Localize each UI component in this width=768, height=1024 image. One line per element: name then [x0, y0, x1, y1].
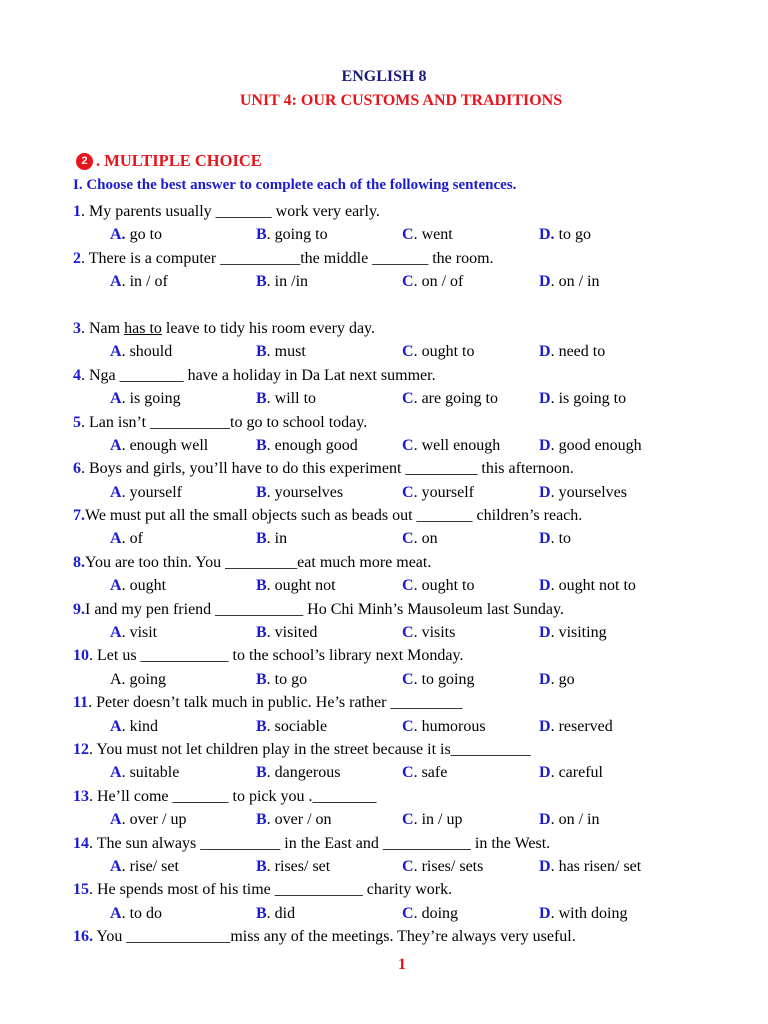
question — [73, 364, 713, 387]
question-list — [73, 200, 713, 949]
option-letter: A. — [110, 226, 126, 244]
option-text: . over / on — [266, 811, 332, 829]
option-text: . on / of — [413, 273, 464, 291]
option-d — [539, 527, 571, 550]
option-c — [402, 855, 483, 878]
option-letter: D — [539, 577, 551, 595]
option-letter: D — [539, 530, 551, 548]
option-d — [539, 270, 599, 293]
option-text: . go — [550, 670, 575, 688]
question-separator: . — [81, 249, 85, 267]
question — [73, 925, 713, 948]
option-text: . visiting — [550, 624, 607, 642]
option-c — [402, 481, 474, 504]
option-d — [539, 574, 636, 597]
option-d — [539, 621, 607, 644]
option-a — [110, 668, 166, 691]
section-number-badge: 2 — [76, 153, 93, 170]
option-text: . on — [413, 530, 438, 548]
option-text: . yourselves — [550, 483, 627, 501]
option-d — [539, 223, 591, 246]
option-letter: D — [539, 436, 551, 454]
option-text: . yourself — [413, 483, 474, 501]
option-letter: B — [256, 483, 267, 501]
option-text: . in /in — [266, 273, 309, 291]
answer-options — [73, 223, 713, 246]
option-letter: A — [110, 273, 122, 291]
option-c — [402, 761, 447, 784]
option-c — [402, 434, 500, 457]
answer-options — [73, 715, 713, 738]
option-text: . ought — [121, 577, 167, 595]
question-number: 2 — [73, 249, 81, 267]
option-letter: D — [539, 483, 551, 501]
answer-options — [73, 434, 713, 457]
option-c — [402, 270, 463, 293]
answer-options — [73, 481, 713, 504]
option-letter: D — [539, 764, 551, 782]
option-a — [110, 902, 162, 925]
option-a — [110, 621, 157, 644]
option-text: . in / of — [121, 273, 168, 291]
option-text: . has risen/ set — [550, 857, 642, 875]
option-d — [539, 668, 575, 691]
question-text: Boys and girls, you’ll have to do this experiment _________ this afternoon. — [85, 460, 574, 478]
option-text: . visits — [413, 624, 456, 642]
option-text: . humorous — [413, 717, 486, 735]
option-text: . safe — [413, 764, 448, 782]
question-number: 14 — [73, 834, 89, 852]
option-b — [256, 621, 317, 644]
option-b — [256, 481, 343, 504]
option-letter: B — [256, 343, 267, 361]
answer-options — [73, 387, 713, 410]
option-b — [256, 574, 336, 597]
question-number: 6 — [73, 460, 81, 478]
option-b — [256, 270, 308, 293]
option-text: . to — [550, 530, 572, 548]
option-text: A. going — [110, 670, 166, 688]
option-a — [110, 574, 166, 597]
question-separator: . — [89, 740, 93, 758]
question-number: 4 — [73, 366, 81, 384]
option-text: . should — [121, 343, 173, 361]
option-text: . enough well — [121, 436, 209, 454]
question — [73, 551, 713, 574]
option-text: . dangerous — [266, 764, 341, 782]
answer-options — [73, 527, 713, 550]
option-letter: B — [256, 624, 267, 642]
option-letter: C — [402, 717, 414, 735]
option-b — [256, 434, 358, 457]
option-b — [256, 527, 287, 550]
option-letter: B — [256, 811, 267, 829]
option-letter: C — [402, 436, 414, 454]
question-number: 13 — [73, 787, 89, 805]
option-letter: B — [256, 436, 267, 454]
option-letter: A — [110, 577, 122, 595]
question-number: 12 — [73, 740, 89, 758]
option-c — [402, 223, 453, 246]
option-text: . sociable — [266, 717, 328, 735]
option-a — [110, 715, 158, 738]
option-a — [110, 340, 172, 363]
option-letter: C — [402, 904, 414, 922]
option-b — [256, 668, 307, 691]
option-letter: D — [539, 857, 551, 875]
question — [73, 644, 713, 667]
answer-options — [73, 621, 713, 644]
question — [73, 457, 713, 480]
option-letter: B — [256, 717, 267, 735]
question — [73, 317, 713, 340]
question-text: You _____________miss any of the meetings. They’re always very useful. — [93, 928, 576, 946]
option-d — [539, 340, 605, 363]
option-letter: A — [110, 390, 122, 408]
page-number: 1 — [398, 956, 406, 973]
option-d — [539, 808, 599, 831]
option-d — [539, 902, 627, 925]
option-letter: B — [256, 857, 267, 875]
question-separator: . — [81, 203, 85, 220]
option-letter: C — [402, 670, 414, 688]
option-letter: A — [110, 811, 122, 829]
option-letter: C — [402, 273, 414, 291]
answer-options — [73, 668, 713, 691]
option-text: . visit — [121, 624, 158, 642]
option-b — [256, 808, 332, 831]
question-text: You are too thin. You _________eat much more meat. — [85, 553, 432, 571]
option-letter: C — [402, 624, 414, 642]
option-letter: C — [402, 857, 414, 875]
option-text: . went — [413, 226, 453, 244]
question-number: 1 — [73, 203, 81, 220]
question-separator: . — [89, 881, 93, 899]
option-c — [402, 574, 474, 597]
blank-line — [73, 294, 713, 317]
question-separator: . — [88, 694, 93, 712]
option-letter: C — [402, 226, 414, 244]
option-d — [539, 481, 627, 504]
question-separator: . — [81, 319, 85, 337]
option-d — [539, 855, 641, 878]
question-number: 10 — [73, 647, 89, 665]
option-text: . rises/ set — [266, 857, 331, 875]
option-text: . ought not — [266, 577, 336, 595]
option-c — [402, 902, 458, 925]
option-letter: C — [402, 483, 414, 501]
option-letter: D — [539, 273, 551, 291]
option-c — [402, 715, 486, 738]
option-letter: D. — [539, 226, 555, 244]
answer-options — [73, 902, 713, 925]
answer-options — [73, 761, 713, 784]
option-letter: B — [256, 764, 267, 782]
option-d — [539, 715, 613, 738]
question — [73, 878, 713, 901]
option-text: . in / up — [413, 811, 463, 829]
option-text: . to do — [121, 904, 163, 922]
question-number: 3 — [73, 319, 81, 337]
question — [73, 832, 713, 855]
option-letter: C — [402, 811, 414, 829]
question-separator: . — [81, 413, 85, 431]
option-letter: D — [539, 811, 551, 829]
option-letter: C — [402, 343, 414, 361]
option-text: . is going to — [550, 390, 627, 408]
question-number: 7. — [73, 507, 85, 525]
question-text: I and my pen friend ___________ Ho Chi Minh’s Mausoleum last Sunday. — [85, 600, 564, 618]
question-text: We must put all the small objects such as beads out _______ children’s reach. — [85, 507, 583, 525]
question — [73, 504, 713, 527]
option-letter: D — [539, 343, 551, 361]
option-text: . reserved — [550, 717, 613, 735]
option-letter: A — [110, 857, 122, 875]
option-letter: B — [256, 577, 267, 595]
option-text: . will to — [266, 390, 317, 408]
option-letter: D — [539, 904, 551, 922]
option-letter: A — [110, 436, 122, 454]
option-text: . over / up — [121, 811, 187, 829]
option-b — [256, 902, 295, 925]
option-a — [110, 387, 181, 410]
option-c — [402, 808, 462, 831]
option-text: . with doing — [550, 904, 628, 922]
question — [73, 247, 713, 270]
option-letter: D — [539, 390, 551, 408]
option-text: . did — [266, 904, 296, 922]
answer-options — [73, 855, 713, 878]
option-c — [402, 668, 474, 691]
option-text: . well enough — [413, 436, 501, 454]
option-letter: D — [539, 624, 551, 642]
question-number: 9. — [73, 600, 85, 618]
question-text: The sun always __________ in the East and ___________ in the West. — [93, 834, 551, 852]
option-letter: A — [110, 904, 122, 922]
option-letter: C — [402, 577, 414, 595]
option-letter: C — [402, 390, 414, 408]
option-text: . going to — [266, 226, 328, 244]
answer-options — [73, 574, 713, 597]
option-letter: A — [110, 530, 122, 548]
option-text: . on / in — [550, 811, 600, 829]
option-text: . to going — [413, 670, 475, 688]
question-text: leave to tidy his room every day. — [161, 319, 376, 337]
answer-options — [73, 808, 713, 831]
option-text: . enough good — [266, 436, 358, 454]
underlined-phrase: has to — [124, 319, 162, 337]
option-text: . ought not to — [550, 577, 636, 595]
question — [73, 411, 713, 434]
option-letter: A — [110, 624, 122, 642]
option-text: . good enough — [550, 436, 642, 454]
question — [73, 738, 713, 761]
answer-options — [73, 340, 713, 363]
option-letter: B — [256, 904, 267, 922]
option-b — [256, 761, 340, 784]
option-text: go to — [125, 226, 163, 244]
question-text: Let us ___________ to the school’s library next Monday. — [93, 647, 464, 665]
question-text: Nga ________ have a holiday in Da Lat next summer. — [85, 366, 436, 384]
question-separator: . — [89, 834, 93, 852]
option-text: to go — [554, 226, 592, 244]
option-text: . is going — [121, 390, 181, 408]
question-text: Lan isn’t __________to go to school today. — [85, 413, 368, 431]
option-text: . ought to — [413, 577, 475, 595]
option-letter: A — [110, 717, 122, 735]
option-c — [402, 387, 498, 410]
option-text: . in — [266, 530, 288, 548]
question-number: 5 — [73, 413, 81, 431]
option-c — [402, 340, 474, 363]
option-a — [110, 481, 182, 504]
question-number: 8. — [73, 553, 85, 571]
question-text: Peter doesn’t talk much in public. He’s rather _________ — [92, 694, 463, 712]
option-text: . ought to — [413, 343, 475, 361]
question-separator: . — [81, 366, 85, 384]
question-separator: . — [89, 787, 93, 805]
option-b — [256, 340, 306, 363]
section-heading — [76, 151, 262, 171]
option-text: . to go — [266, 670, 308, 688]
option-text: . yourself — [121, 483, 182, 501]
option-text: . suitable — [121, 764, 180, 782]
option-b — [256, 715, 327, 738]
option-a — [110, 808, 186, 831]
option-c — [402, 621, 455, 644]
option-letter: D — [539, 717, 551, 735]
option-a — [110, 761, 179, 784]
option-text: . need to — [550, 343, 606, 361]
option-letter: D — [539, 670, 551, 688]
option-text: . careful — [550, 764, 603, 782]
question-number: 15 — [73, 881, 89, 899]
question-number: 16. — [73, 928, 93, 946]
option-letter: C — [402, 764, 414, 782]
option-text: . on / in — [550, 273, 600, 291]
option-text: . kind — [121, 717, 159, 735]
question — [73, 691, 713, 714]
option-letter: A — [110, 483, 122, 501]
option-letter: A — [110, 764, 122, 782]
option-text: . visited — [266, 624, 318, 642]
question — [73, 785, 713, 808]
option-a — [110, 527, 143, 550]
document-title: ENGLISH 8 — [341, 68, 427, 85]
instruction: I. Choose the best answer to complete each of the following sentences. — [73, 177, 517, 193]
question-text: He’ll come _______ to pick you .________ — [93, 787, 377, 805]
option-c — [402, 527, 438, 550]
option-text: . rises/ sets — [413, 857, 484, 875]
question-text-pre: Nam — [85, 319, 125, 337]
option-d — [539, 434, 642, 457]
option-b — [256, 223, 328, 246]
option-letter: B — [256, 226, 267, 244]
option-letter: B — [256, 273, 267, 291]
question — [73, 200, 713, 223]
question-text: He spends most of his time ___________ charity work. — [93, 881, 453, 899]
option-a — [110, 270, 168, 293]
question-number: 11 — [73, 694, 89, 712]
option-text: . are going to — [413, 390, 498, 408]
question — [73, 598, 713, 621]
option-letter: C — [402, 530, 414, 548]
section-title: . MULTIPLE CHOICE — [96, 151, 262, 170]
option-a — [110, 855, 179, 878]
option-b — [256, 387, 316, 410]
question-text: My parents usually _______ work very early. — [85, 203, 380, 220]
option-a — [110, 434, 208, 457]
option-d — [539, 761, 603, 784]
question-separator: . — [89, 647, 93, 665]
option-text: . of — [121, 530, 143, 548]
option-a — [110, 223, 162, 246]
option-d — [539, 387, 626, 410]
option-text: . must — [266, 343, 306, 361]
option-text: . yourselves — [266, 483, 344, 501]
option-letter: A — [110, 343, 122, 361]
unit-title: UNIT 4: OUR CUSTOMS AND TRADITIONS — [239, 92, 563, 109]
option-letter: B — [256, 390, 267, 408]
option-letter: B — [256, 530, 267, 548]
option-text: . rise/ set — [121, 857, 179, 875]
option-letter: B — [256, 670, 267, 688]
question-text: You must not let children play in the street because it is__________ — [93, 740, 531, 758]
question-text: There is a computer __________the middle _______ the room. — [85, 249, 494, 267]
option-b — [256, 855, 330, 878]
option-text: . doing — [413, 904, 459, 922]
answer-options — [73, 270, 713, 293]
question-separator: . — [81, 460, 85, 478]
